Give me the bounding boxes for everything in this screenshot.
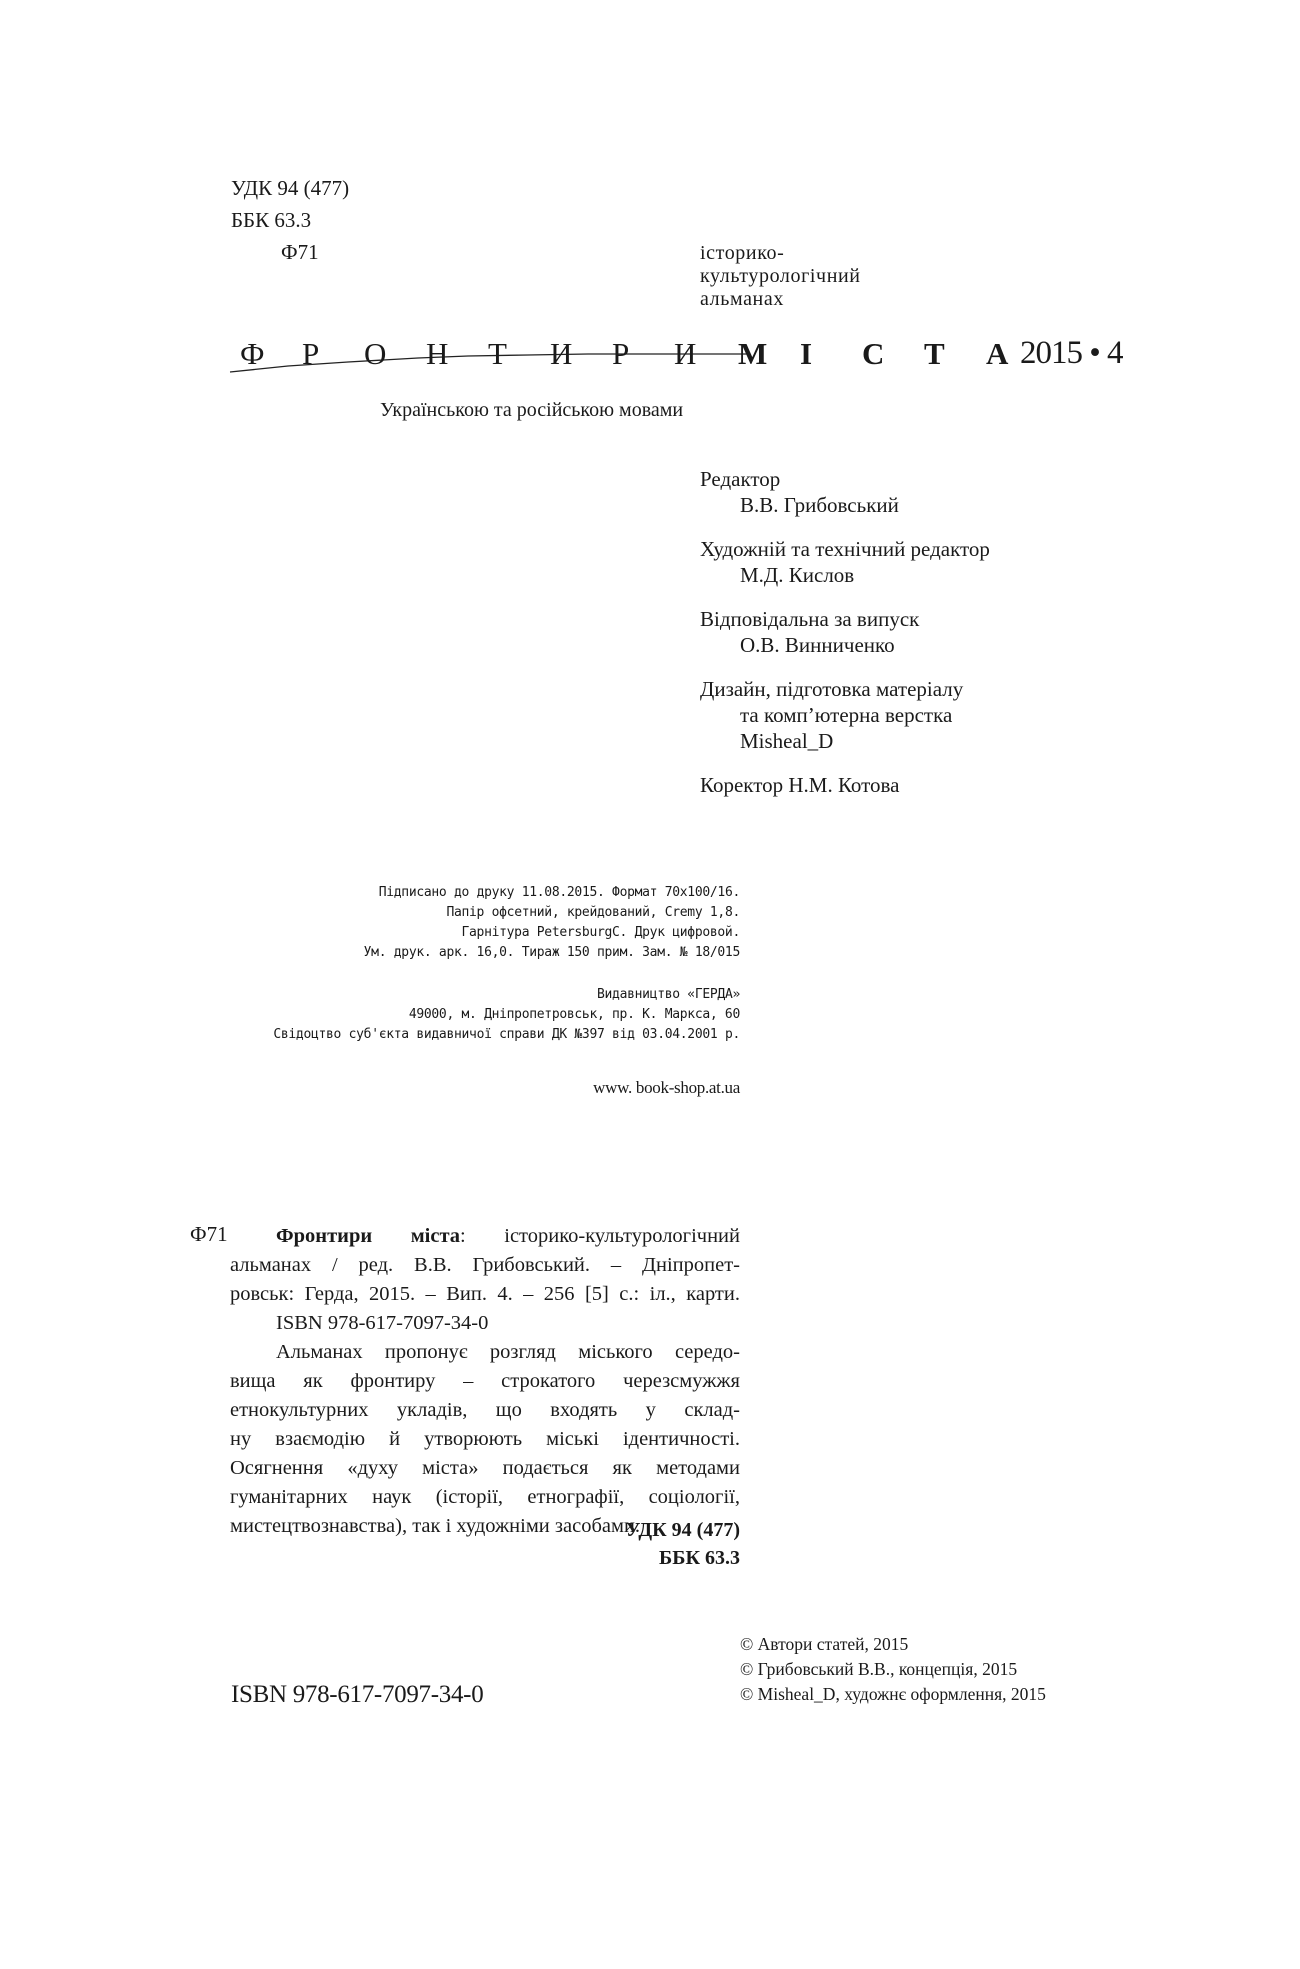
- abstract-line: вища як фронтиру – строкатого черезсмужжя: [230, 1370, 740, 1392]
- credit-role: Дизайн, підготовка матеріалу: [700, 677, 964, 701]
- card-title-rest: : історико-культурологічний: [460, 1225, 740, 1247]
- credit-name: Misheal_D: [740, 729, 834, 753]
- abstract-line: ну взаємодію й утворюють міські ідентичності.: [230, 1428, 740, 1450]
- classification-block: [231, 172, 349, 268]
- publisher-line: 49000, м. Дніпропетровськ, пр. К. Маркса, 60: [408, 1007, 740, 1022]
- masthead-title-word2: [738, 336, 1048, 372]
- title-letter: Т: [924, 336, 945, 371]
- catalog-card-body: [230, 1251, 740, 1541]
- card-author-mark: Ф71: [190, 1222, 228, 1246]
- title-letter: І: [800, 336, 813, 371]
- credit-name: О.В. Винниченко: [740, 633, 895, 657]
- abstract-line: етнокультурних укладів, що входять у склад-: [230, 1399, 740, 1421]
- isbn: ISBN 978-617-7097-34-0: [231, 1681, 484, 1708]
- credit-role: Художній та технічний редактор: [700, 537, 990, 561]
- credit-art-editor: [700, 536, 990, 588]
- title-letter: И: [550, 336, 573, 371]
- author-mark: Ф71: [281, 240, 319, 264]
- print-line: Гарнітура PetersburgC. Друк цифровой.: [461, 925, 740, 940]
- credit-role: Коректор Н.М. Котова: [700, 773, 900, 797]
- bbk-code: ББК 63.3: [231, 208, 312, 232]
- credits-block: [700, 466, 990, 816]
- udk-code: УДК 94 (477): [231, 176, 350, 200]
- card-line: альманах / ред. В.В. Грибовський. – Дніпропет-: [230, 1254, 740, 1276]
- print-details: [364, 883, 740, 963]
- credit-name: В.В. Грибовський: [740, 493, 899, 517]
- abstract-line: Осягнення «духу міста» подається як методами: [230, 1457, 740, 1479]
- abstract-line: Альманах пропонує розгляд міського середо-: [276, 1341, 740, 1363]
- publisher-website[interactable]: www. book-shop.at.ua: [593, 1078, 740, 1097]
- subtitle-line: історико-: [700, 242, 785, 264]
- copyright-line: © Грибовський В.В., концепція, 2015: [740, 1659, 1018, 1679]
- credit-role: Редактор: [700, 467, 781, 491]
- abstract-line: гуманітарних наук (історії, етнографії, соціології,: [230, 1486, 740, 1508]
- masthead-title-word1: [240, 336, 736, 372]
- credit-name: та комп’ютерна верстка: [740, 703, 953, 727]
- subtitle-line: культурологічний: [700, 265, 861, 287]
- card-bbk: ББК 63.3: [659, 1547, 740, 1569]
- copyright-line: © Автори статей, 2015: [740, 1634, 909, 1654]
- credit-design: [700, 676, 990, 754]
- card-isbn: ISBN 978-617-7097-34-0: [276, 1312, 489, 1334]
- print-line: Папір офсетний, крейдований, Cremy 1,8.: [446, 905, 740, 920]
- card-title-line: [276, 1222, 740, 1251]
- title-letter: А: [986, 336, 1009, 371]
- abstract-line: мистецтвознавства), так і художніми засобами.: [230, 1515, 641, 1537]
- credit-proofreader: [700, 772, 990, 798]
- title-letter: Н: [426, 336, 449, 371]
- credit-role: Відповідальна за випуск: [700, 607, 920, 631]
- credit-name: М.Д. Кислов: [740, 563, 855, 587]
- card-line: ровськ: Герда, 2015. – Вип. 4. – 256 [5] с.: іл., карти.: [230, 1283, 740, 1305]
- title-letter: Ф: [240, 336, 265, 371]
- card-title: Фронтири міста: [276, 1225, 461, 1247]
- copyright-block: [740, 1632, 1046, 1707]
- title-letter: Т: [488, 336, 507, 371]
- print-line: Ум. друк. арк. 16,0. Тираж 150 прим. Зам. № 18/015: [363, 945, 740, 960]
- title-letter: Р: [302, 336, 320, 371]
- credit-responsible: [700, 606, 990, 658]
- credit-editor: [700, 466, 990, 518]
- subtitle-line: альманах: [700, 288, 784, 310]
- publisher-line: Свідоцтво суб'єкта видавничої справи ДК №397 від 03.04.2001 р.: [273, 1027, 740, 1042]
- almanac-subtitle: [700, 242, 861, 311]
- year-issue: 2015 • 4: [1020, 335, 1123, 371]
- title-letter: О: [364, 336, 387, 371]
- publisher-line: Видавництво «ГЕРДА»: [596, 987, 740, 1002]
- title-letter: И: [674, 336, 697, 371]
- print-line: Підписано до друку 11.08.2015. Формат 70х100/16.: [378, 885, 740, 900]
- card-udk: УДК 94 (477): [625, 1519, 740, 1541]
- title-letter: С: [862, 336, 885, 371]
- languages-note: Українською та російською мовами: [380, 399, 684, 421]
- title-letter: Р: [612, 336, 630, 371]
- publisher-details: [273, 985, 740, 1045]
- copyright-line: © Misheal_D, художнє оформлення, 2015: [740, 1684, 1046, 1704]
- title-letter: М: [738, 336, 768, 371]
- card-classification: [626, 1516, 740, 1572]
